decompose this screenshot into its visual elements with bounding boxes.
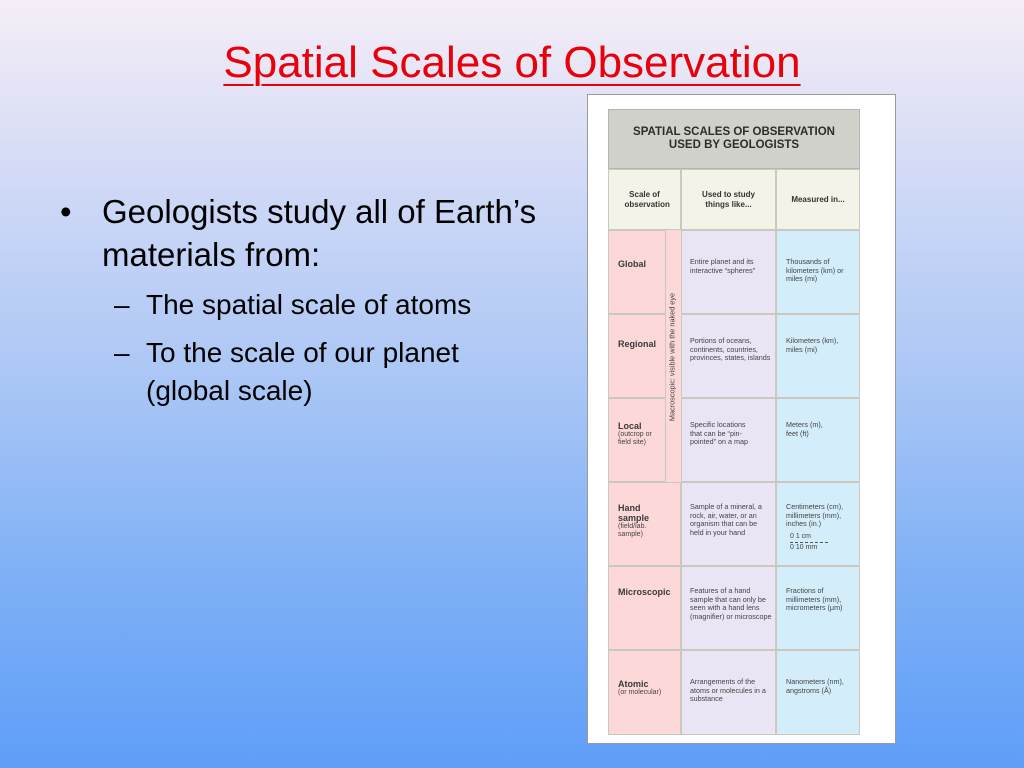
column-header-measured-in: Measured in...: [776, 169, 860, 230]
table-row-measured-in: Meters (m), feet (ft): [776, 398, 860, 482]
table-row-measured-in: Nanometers (nm), angstroms (Å): [776, 650, 860, 735]
scales-table: [608, 109, 860, 735]
table-row-scale: Hand sample (field/lab. sample): [608, 482, 681, 566]
dash-icon: –: [114, 289, 130, 320]
table-row-scale: Local (outcrop or field site): [608, 398, 681, 482]
bullet-list: [58, 190, 538, 410]
table-row-measured-in: Fractions of millimeters (mm), micrometers (μm): [776, 566, 860, 650]
column-header-used-for: Used to study things like...: [681, 169, 776, 230]
table-row-scale: Global: [608, 230, 681, 314]
table-title-line2: USED BY GEOLOGISTS: [668, 139, 800, 151]
scales-table-figure: [587, 94, 896, 744]
table-row-scale: Atomic (or molecular): [608, 650, 681, 735]
ruler-line: [790, 542, 828, 543]
slide-title: Spatial Scales of Observation: [223, 38, 801, 87]
table-row-used-for: Specific locations that can be “pin-pointed” on a map: [681, 398, 776, 482]
table-row-used-for: Arrangements of the atoms or molecules in a substance: [681, 650, 776, 735]
ruler-scale: [786, 533, 855, 552]
table-row-scale: Regional: [608, 314, 681, 398]
sub-bullet-item: [58, 334, 538, 410]
table-row-used-for: Sample of a mineral, a rock, air, water, or an organism that can be held in your hand: [681, 482, 776, 566]
sub-bullet-text: To the scale of our planet (global scale): [146, 337, 459, 406]
sub-bullet-item: [58, 286, 538, 324]
table-row-scale: Microscopic: [608, 566, 681, 650]
bullet-item: [58, 190, 538, 276]
sub-bullet-text: The spatial scale of atoms: [146, 289, 472, 320]
table-title: [608, 109, 860, 169]
macroscopic-label: Macroscopic: visible with the naked eye: [667, 292, 677, 422]
dash-icon: –: [114, 337, 130, 368]
bullet-dot-icon: •: [60, 193, 72, 230]
table-row-measured-in: Kilometers (km), miles (mi): [776, 314, 860, 398]
column-header-scale: Scale of observation: [608, 169, 681, 230]
ruler-top-label: 0 1 cm: [790, 533, 812, 541]
table-row-used-for: Portions of oceans, continents, countries, provinces, states, islands: [681, 314, 776, 398]
table-title-line1: SPATIAL SCALES OF OBSERVATION: [633, 126, 835, 138]
table-row-used-for: Features of a hand sample that can only be seen with a hand lens (magnifier) or microscope: [681, 566, 776, 650]
table-row-used-for: Entire planet and its interactive “spheres”: [681, 230, 776, 314]
ruler-bottom-label: 0 10 mm: [790, 544, 818, 552]
table-row-measured-in: Thousands of kilometers (km) or miles (mi): [776, 230, 860, 314]
bullet-text: Geologists study all of Earth’s materials from:: [102, 193, 537, 273]
table-row-measured-in: Centimeters (cm), millimeters (mm), inches (in.) 0 1 cm 0 10 mm: [776, 482, 860, 566]
